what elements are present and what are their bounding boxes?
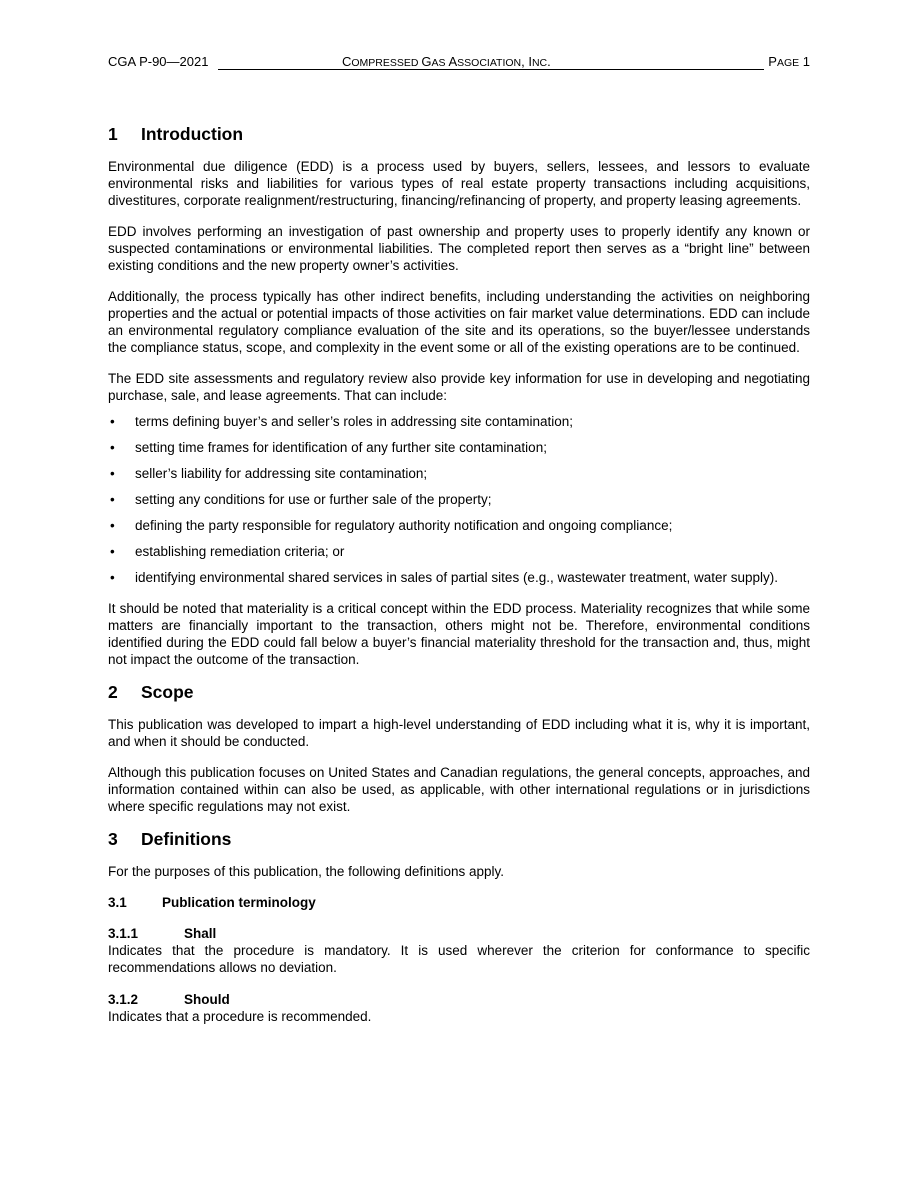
paragraph: Although this publication focuses on United States and Canadian regulations, the general concepts, approaches, and information contained within can also be used, as applicable, with other international regulations or in jurisdictions where specific regulations may not exist. — [108, 765, 810, 814]
subsection-heading — [108, 895, 810, 910]
bullet-icon: • — [110, 570, 115, 585]
section-title: Scope — [141, 682, 194, 702]
list-item: • setting time frames for identification of any further site contamination; — [110, 440, 547, 455]
paragraph: Environmental due diligence (EDD) is a process used by buyers, sellers, lessees, and lessors to evaluate environmental risks and liabilities for various types of real estate property transactions including acquisitions, divestitures, corporate realignment/restructuring, financing/refinancing of property, and property leasing agreements. — [108, 159, 810, 208]
section-heading-definitions — [108, 829, 810, 850]
bullet-icon: • — [110, 492, 115, 507]
page-number: PAGE 1 — [768, 54, 810, 69]
paragraph: For the purposes of this publication, the following definitions apply. — [108, 864, 504, 879]
subsection-number: 3.1 — [108, 895, 127, 910]
document-page — [108, 50, 810, 1025]
paragraph: This publication was developed to impart a high-level understanding of EDD including what it is, why it is important, and when it should be conducted. — [108, 717, 810, 749]
bullet-icon: • — [110, 440, 115, 455]
list-item: • identifying environmental shared services in sales of partial sites (e.g., wastewater treatment, water supply). — [110, 570, 779, 585]
section-title: Definitions — [141, 829, 232, 849]
paragraph: Additionally, the process typically has other indirect benefits, including understanding the activities on neighboring properties and the actual or potential impacts of those activities on fair market value determinations. EDD can include an environmental regulatory compliance evaluation of the site and its operations, so the buyer/lessee understands the compliance status, scope, and complexity in the event some or all of the existing operations are to be continued. — [108, 289, 810, 355]
definition-term-heading — [108, 991, 810, 1008]
list-item: • setting any conditions for use or further sale of the property; — [110, 492, 492, 507]
list-item: • defining the party responsible for regulatory authority notification and ongoing compliance; — [110, 518, 673, 533]
definition-text: Indicates that the procedure is mandatory. It is used wherever the criterion for conformance to specific recommendations allows no deviation. — [108, 943, 810, 975]
bullet-list — [108, 413, 810, 586]
section-title: Introduction — [141, 124, 244, 144]
section-heading-introduction — [108, 124, 810, 145]
list-item: • establishing remediation criteria; or — [110, 544, 345, 559]
definition-term-heading — [108, 925, 810, 942]
running-header — [108, 50, 810, 70]
bullet-icon: • — [110, 466, 115, 481]
definition-term: Should — [184, 992, 230, 1007]
bullet-icon: • — [110, 518, 115, 533]
section-heading-scope — [108, 682, 810, 703]
bullet-icon: • — [110, 544, 115, 559]
definition-number: 3.1.2 — [108, 992, 139, 1007]
subsection-title: Publication terminology — [162, 895, 316, 910]
section-number: 1 — [108, 124, 118, 144]
paragraph: EDD involves performing an investigation of past ownership and property uses to properly identify any known or suspected contaminations or environmental liabilities. The completed report then serves as a “bright line” between existing conditions and the new property owner’s activities. — [108, 224, 810, 273]
document-code: CGA P-90—2021 — [108, 54, 209, 69]
header-rule — [218, 69, 764, 70]
definition-term: Shall — [184, 926, 217, 941]
section-number: 2 — [108, 682, 118, 702]
list-item: • seller’s liability for addressing site contamination; — [110, 466, 428, 481]
paragraph: The EDD site assessments and regulatory review also provide key information for use in developing and negotiating purchase, sale, and lease agreements. That can include: — [108, 371, 810, 403]
section-number: 3 — [108, 829, 118, 849]
paragraph: It should be noted that materiality is a critical concept within the EDD process. Materiality recognizes that while some matters are financially important to the transaction, others might not be. Therefore, environmental conditions identified during the EDD could fall below a buyer’s financial materiality threshold for the transaction and, thus, might not impact the outcome of the transaction. — [108, 601, 810, 667]
definition-text: Indicates that a procedure is recommended. — [108, 1009, 372, 1024]
definition-number: 3.1.1 — [108, 926, 139, 941]
list-item: • terms defining buyer’s and seller’s roles in addressing site contamination; — [110, 414, 573, 429]
organization-name: COMPRESSED GAS ASSOCIATION, INC. — [342, 54, 551, 69]
bullet-icon: • — [110, 414, 115, 429]
